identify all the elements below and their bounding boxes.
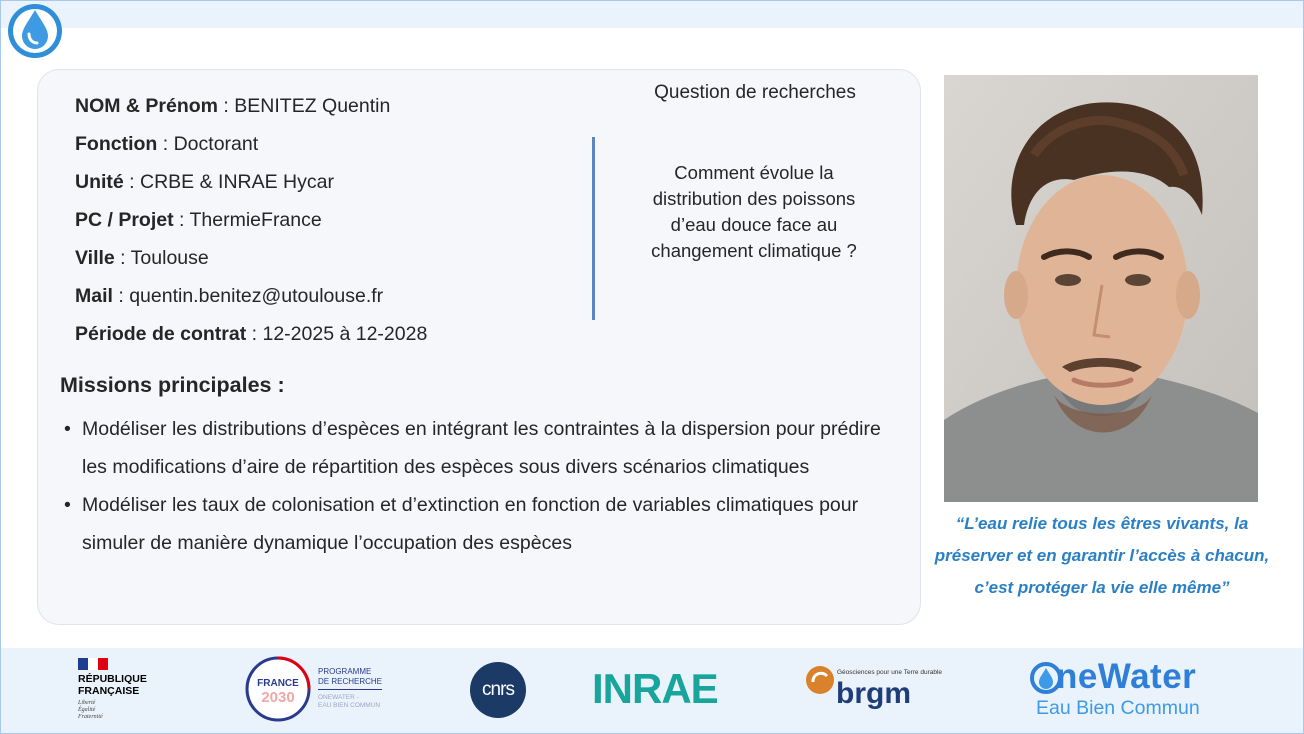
field-contract-period — [75, 318, 427, 356]
rf-motto: Fraternité — [78, 714, 103, 720]
rf-line-2: FRANÇAISE — [78, 685, 140, 697]
france-2030-year: 2030 — [261, 689, 295, 706]
prog-line-1: PROGRAMME — [318, 667, 372, 676]
field-label: NOM & Prénom — [75, 95, 219, 117]
republique-francaise-logo — [78, 658, 147, 721]
mission-item: • Modéliser les distributions d’espèces en intégrant les contraintes à la dispersion pour prédire les modifications d’aire de répartition des espèces sous divers scénarios climatiques — [66, 410, 906, 486]
brgm-mark-icon — [804, 664, 836, 696]
france-2030-logo — [244, 655, 312, 723]
field-project — [75, 204, 427, 242]
field-city — [75, 242, 427, 280]
field-label: Fonction — [75, 133, 158, 155]
portrait-photo — [944, 75, 1258, 502]
brgm-tagline: Géosciences pour une Terre durable — [837, 669, 943, 676]
field-label: Mail — [75, 285, 113, 307]
field-function — [75, 128, 427, 166]
field-value: BENITEZ Quentin — [234, 95, 391, 117]
prog-sub — [318, 694, 382, 710]
top-bar — [0, 0, 1304, 28]
onewater-tagline: Eau Bien Commun — [1036, 697, 1200, 719]
profile-fields — [75, 90, 427, 356]
field-unit — [75, 166, 427, 204]
field-separator: : — [246, 323, 263, 345]
water-drop-icon — [6, 2, 64, 60]
field-value: Toulouse — [130, 247, 209, 269]
brgm-logo — [804, 662, 964, 718]
field-separator: : — [114, 247, 131, 269]
france-2030-word: FRANCE — [257, 678, 299, 689]
field-separator: : — [218, 95, 235, 117]
field-value: 12-2025 à 12-2028 — [262, 323, 428, 345]
prog-line-2: DE RECHERCHE — [318, 677, 382, 690]
onewater-name: neWater — [1056, 657, 1197, 696]
prog-sub-line-1: ONEWATER - — [318, 694, 359, 701]
field-separator: : — [123, 171, 141, 193]
inrae-logo: INRAE — [592, 665, 718, 712]
field-value: CRBE & INRAE Hycar — [140, 171, 334, 193]
field-label: PC / Projet — [75, 209, 174, 231]
research-question-text: Comment évolue la distribution des poissons d’eau douce face au changement climatique ? — [651, 162, 857, 261]
field-separator: : — [173, 209, 190, 231]
field-value: ThermieFrance — [189, 209, 322, 231]
rf-motto: Égalité — [78, 707, 96, 713]
marianne-flag-icon — [78, 658, 108, 670]
rf-line-1: RÉPUBLIQUE — [78, 673, 147, 685]
missions-list — [66, 410, 906, 562]
rf-motto: Liberté — [78, 700, 96, 706]
quote-text: “L’eau relie tous les êtres vivants, la préserver et en garantir l’accès à chacun, c’est protéger la vie elle même” — [934, 514, 1270, 597]
prog-sub-line-2: EAU BIEN COMMUN — [318, 702, 381, 709]
field-value: quentin.benitez@utoulouse.fr — [129, 285, 384, 307]
onewater-logo — [1030, 657, 1240, 720]
field-value: Doctorant — [173, 133, 259, 155]
field-separator: : — [112, 285, 130, 307]
vertical-divider — [592, 137, 595, 320]
programme-recherche-text — [318, 667, 382, 710]
field-name — [75, 90, 427, 128]
field-label: Ville — [75, 247, 115, 269]
field-label: Période de contrat — [75, 323, 247, 345]
brgm-name: brgm — [836, 677, 911, 710]
cnrs-logo: cnrs — [470, 662, 526, 718]
field-label: Unité — [75, 171, 124, 193]
mission-item: • Modéliser les taux de colonisation et d’extinction en fonction de variables climatiques pour simuler de manière dynamique l’occupation des espèces — [66, 486, 906, 562]
research-question-title: Question de recherches — [654, 82, 856, 103]
field-mail — [75, 280, 427, 318]
field-separator: : — [157, 133, 174, 155]
missions-title: Missions principales : — [60, 373, 285, 397]
